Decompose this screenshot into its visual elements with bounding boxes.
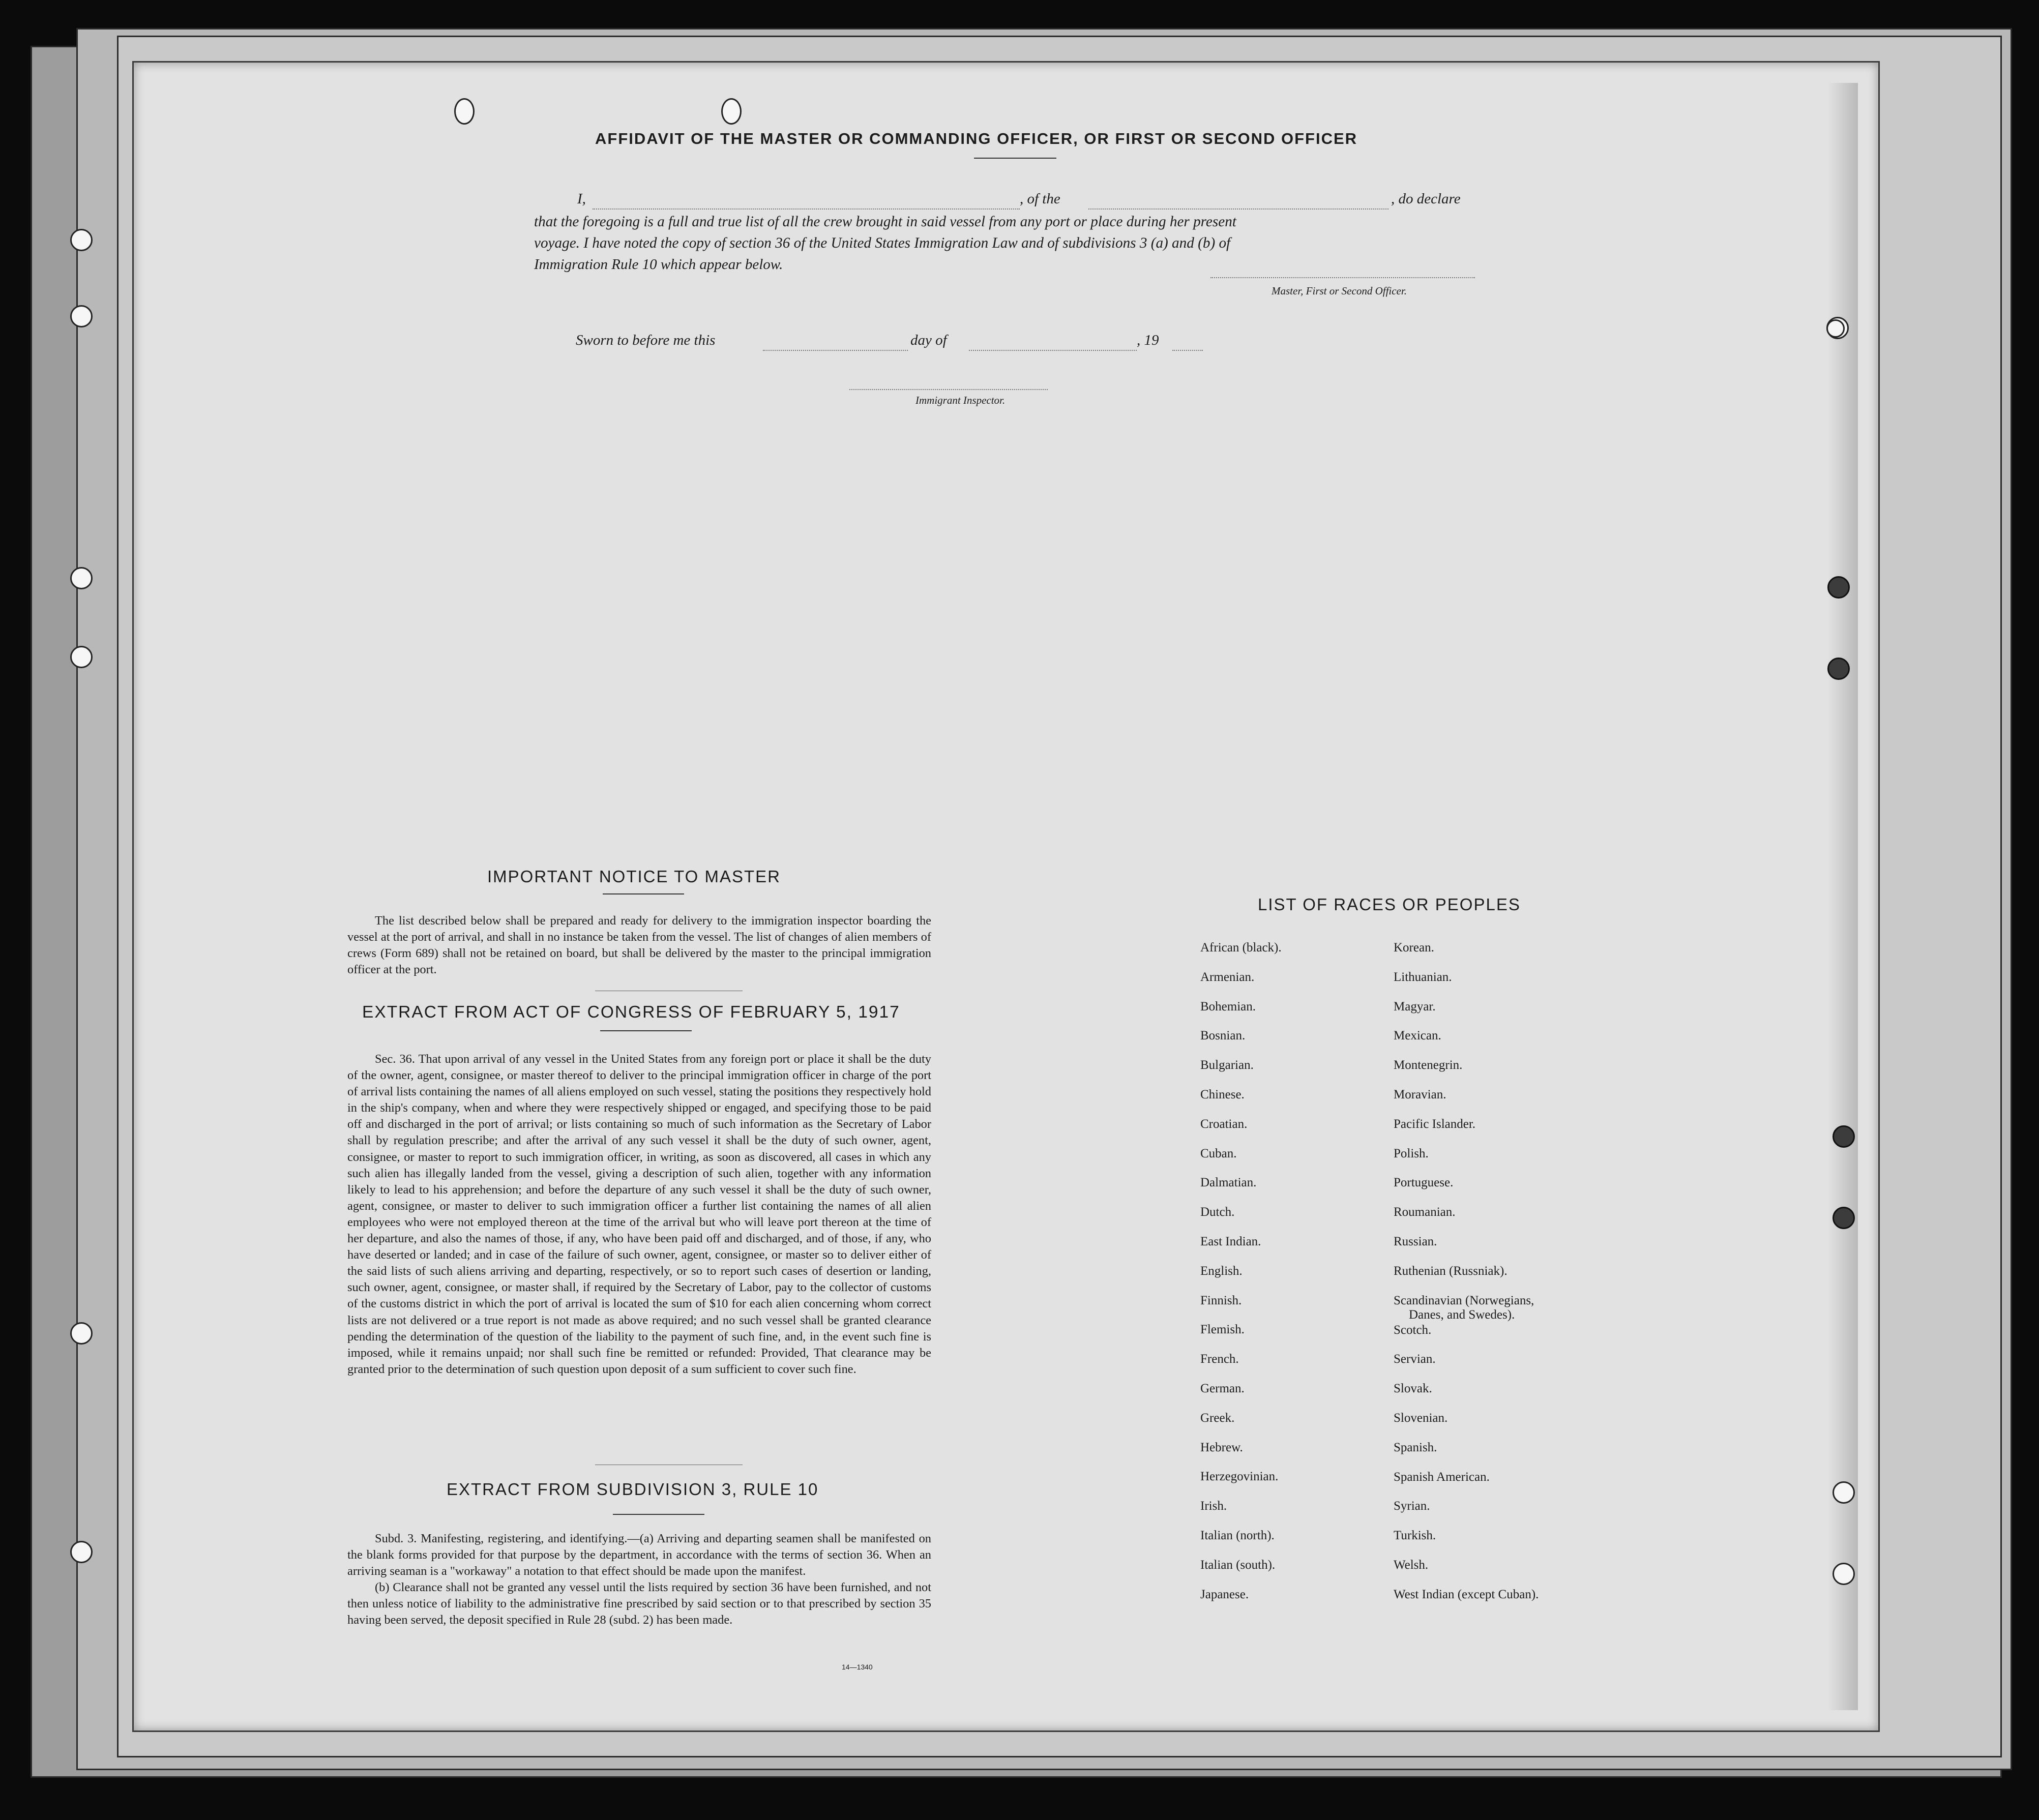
race-item: Italian (south).	[1200, 1558, 1276, 1572]
race-item: Greek.	[1200, 1411, 1235, 1425]
binder-hole	[1826, 319, 1845, 338]
race-item: Slovenian.	[1394, 1411, 1448, 1425]
race-item: Pacific Islander.	[1394, 1117, 1476, 1131]
sworn-month-blank	[969, 350, 1137, 351]
signature-line	[1210, 277, 1475, 278]
race-item: Russian.	[1394, 1234, 1437, 1248]
races-right-column	[1394, 941, 1539, 1617]
binder-hole	[1827, 576, 1850, 599]
race-item: Dalmatian.	[1200, 1176, 1257, 1190]
binder-hole	[70, 567, 93, 589]
rule-text-a: Subd. 3. Manifesting, registering, and identifying.—(a) Arriving and departing seamen shall be manifested on the blank forms provided for that purpose by the department, in accordance with the terms of section 36. When an arriving seaman is a "workaway" a notation to that effect should be made upon the manifest.	[347, 1532, 931, 1578]
race-item: Flemish.	[1200, 1323, 1245, 1337]
race-item: Bosnian.	[1200, 1029, 1246, 1043]
affidavit-i: I,	[577, 191, 586, 207]
race-item: Croatian.	[1200, 1117, 1248, 1131]
binder-hole	[70, 1541, 93, 1563]
sworn-day-blank	[763, 350, 908, 351]
race-item: Hebrew.	[1200, 1440, 1243, 1454]
notice-heading-rule	[603, 893, 684, 894]
race-item: African (black).	[1200, 941, 1282, 954]
race-item: Danes, and Swedes).	[1409, 1307, 1515, 1322]
binder-hole	[70, 229, 93, 251]
binder-hole	[1833, 1207, 1855, 1229]
act-heading-rule	[600, 1030, 692, 1031]
race-item: Magyar.	[1394, 999, 1436, 1013]
race-item: Chinese.	[1200, 1087, 1245, 1101]
act-heading: EXTRACT FROM ACT OF CONGRESS OF FEBRUARY 5, 1917	[362, 1003, 900, 1022]
race-item: Montenegrin.	[1394, 1058, 1463, 1072]
races-heading: LIST OF RACES OR PEOPLES	[1258, 895, 1521, 914]
race-item: French.	[1200, 1352, 1239, 1366]
race-item: Mexican.	[1394, 1029, 1441, 1043]
race-item: Finnish.	[1200, 1293, 1242, 1307]
document-page	[132, 61, 1880, 1732]
form-number: 14—1340	[842, 1663, 873, 1671]
binder-hole	[454, 98, 475, 125]
race-item: Moravian.	[1394, 1087, 1446, 1101]
race-item: Spanish.	[1394, 1440, 1437, 1454]
race-item: English.	[1200, 1264, 1243, 1278]
race-item: Spanish American.	[1394, 1470, 1490, 1484]
notice-text: The list described below shall be prepared and ready for delivery to the immigration inspector boarding the vessel at the port of arrival, and shall in no instance be taken from the vessel. The list of changes of alien members of crews (Form 689) shall not be retained on board, but shall be delivered by the master to the principal immigration officer at the port.	[347, 914, 931, 977]
race-item: Armenian.	[1200, 970, 1255, 984]
race-item: Welsh.	[1394, 1558, 1429, 1572]
binder-hole	[1827, 658, 1850, 680]
race-item: Ruthenian (Russniak).	[1394, 1264, 1508, 1278]
sworn-prefix: Sworn to before me this	[576, 332, 716, 348]
rule-text-b: (b) Clearance shall not be granted any vessel until the lists required by section 36 have been furnished, and not then unless notice of liability to the administrative fine prescribed by said section or to that prescribed by section 35 having been served, the deposit specified in Rule 28 (subd. 2) has been made.	[347, 1580, 931, 1627]
notice-heading: IMPORTANT NOTICE TO MASTER	[487, 867, 781, 886]
race-item: Turkish.	[1394, 1529, 1436, 1543]
race-item: Lithuanian.	[1394, 970, 1452, 984]
race-item: Portuguese.	[1394, 1176, 1454, 1190]
binder-hole	[70, 1322, 93, 1345]
race-item: Irish.	[1200, 1499, 1227, 1513]
signature-caption: Master, First or Second Officer.	[1272, 285, 1407, 297]
race-item: German.	[1200, 1381, 1245, 1395]
race-item: Scandinavian (Norwegians,	[1394, 1293, 1534, 1307]
race-item: West Indian (except Cuban).	[1394, 1587, 1539, 1601]
title-underline	[974, 158, 1056, 159]
sworn-year-blank	[1172, 350, 1203, 351]
rule-heading-rule	[613, 1514, 704, 1515]
race-item: Roumanian.	[1394, 1205, 1456, 1219]
name-blank	[593, 208, 1020, 210]
affidavit-title: AFFIDAVIT OF THE MASTER OR COMMANDING OFFICER, OR FIRST OR SECOND OFFICER	[595, 130, 1358, 147]
vessel-blank	[1088, 208, 1388, 210]
act-text: Sec. 36. That upon arrival of any vessel in the United States from any foreign port or place it shall be the duty of the owner, agent, consignee, or master thereof to deliver to the principal immigration officer in charge of the port of arrival lists containing the names of all aliens employed on such vessel, stating the positions they respectively hold in the ship's company, when and where they were respectively shipped or engaged, and specifying those to be paid off and discharged in the port of arrival; or lists containing so much of such information as the Secretary of Labor shall by regulation prescribe; and after the arrival of any such vessel it shall be the duty of such owner, agent, consignee, or master to report to such immigration officer, in writing, as soon as discovered, all cases in which any such alien has illegally landed from the vessel, giving a description of such alien, together with any information likely to lead to his apprehension; and before the departure of any such vessel it shall be the duty of such owner, agent, consignee, or master to deliver to such immigration officer a further list containing the names of all alien employees who were not employed thereon at the time of the arrival but who will leave port thereon at the time of her departure, and also the names of those, if any, who have been paid off and discharged, and of those, if any, who have deserted or landed; and in case of the failure of such owner, agent, consignee, or master so to deliver either of the said lists of such aliens arriving and departing, respectively, or so to report such cases of desertion or landing, such owner, agent, consignee, or master shall, if required by the Secretary of Labor, pay to the collector of customs of the customs district in which the port of arrival is located the sum of $10 for each alien concerning whom correct lists are not delivered or a true report is not made as above required; and no such vessel shall be granted clearance pending the determination of the question of the liability to the payment of such fine, and, in the event such fine is imposed, while it remains unpaid; nor shall such fine be remitted or refunded: Provided, That clearance may be granted prior to the determination of such question upon deposit of a sum sufficient to cover such fine.	[347, 1052, 931, 1376]
races-left-column	[1200, 941, 1282, 1617]
race-item: Japanese.	[1200, 1587, 1249, 1601]
affidavit-of-the: , of the	[1020, 191, 1060, 207]
affidavit-line-3: voyage. I have noted the copy of section 36 of the United States Immigration Law and of subdivisions 3 (a) and (b) of	[534, 235, 1231, 251]
affidavit-do-declare: , do declare	[1391, 191, 1461, 207]
rule-heading: EXTRACT FROM SUBDIVISION 3, RULE 10	[447, 1480, 819, 1499]
binder-hole	[70, 305, 93, 327]
race-item: Korean.	[1394, 941, 1434, 954]
binder-hole	[721, 98, 742, 125]
rule-text-block	[347, 1531, 931, 1629]
sworn-year: , 19	[1137, 332, 1159, 348]
sworn-day-of: day of	[910, 332, 947, 348]
binder-hole	[1833, 1481, 1855, 1504]
race-item: Herzegovinian.	[1200, 1470, 1279, 1484]
race-item: Slovak.	[1394, 1382, 1432, 1396]
affidavit-line-2: that the foregoing is a full and true list of all the crew brought in said vessel from any port or place during her present	[534, 214, 1236, 230]
race-item: Dutch.	[1200, 1205, 1235, 1219]
binder-hole	[1833, 1125, 1855, 1148]
race-item: Cuban.	[1200, 1146, 1237, 1160]
race-item: East Indian.	[1200, 1234, 1261, 1248]
binder-hole	[1833, 1563, 1855, 1585]
affidavit-line-4: Immigration Rule 10 which appear below.	[534, 256, 783, 273]
race-item: Polish.	[1394, 1146, 1429, 1160]
race-item: Bulgarian.	[1200, 1058, 1254, 1072]
race-item: Scotch.	[1394, 1323, 1432, 1337]
binder-hole	[70, 646, 93, 668]
race-item: Servian.	[1394, 1352, 1436, 1366]
inspector-caption: Immigrant Inspector.	[915, 394, 1006, 406]
race-item: Italian (north).	[1200, 1528, 1275, 1542]
inspector-signature-line	[849, 389, 1048, 390]
race-item: Bohemian.	[1200, 999, 1256, 1013]
race-item: Syrian.	[1394, 1499, 1430, 1513]
